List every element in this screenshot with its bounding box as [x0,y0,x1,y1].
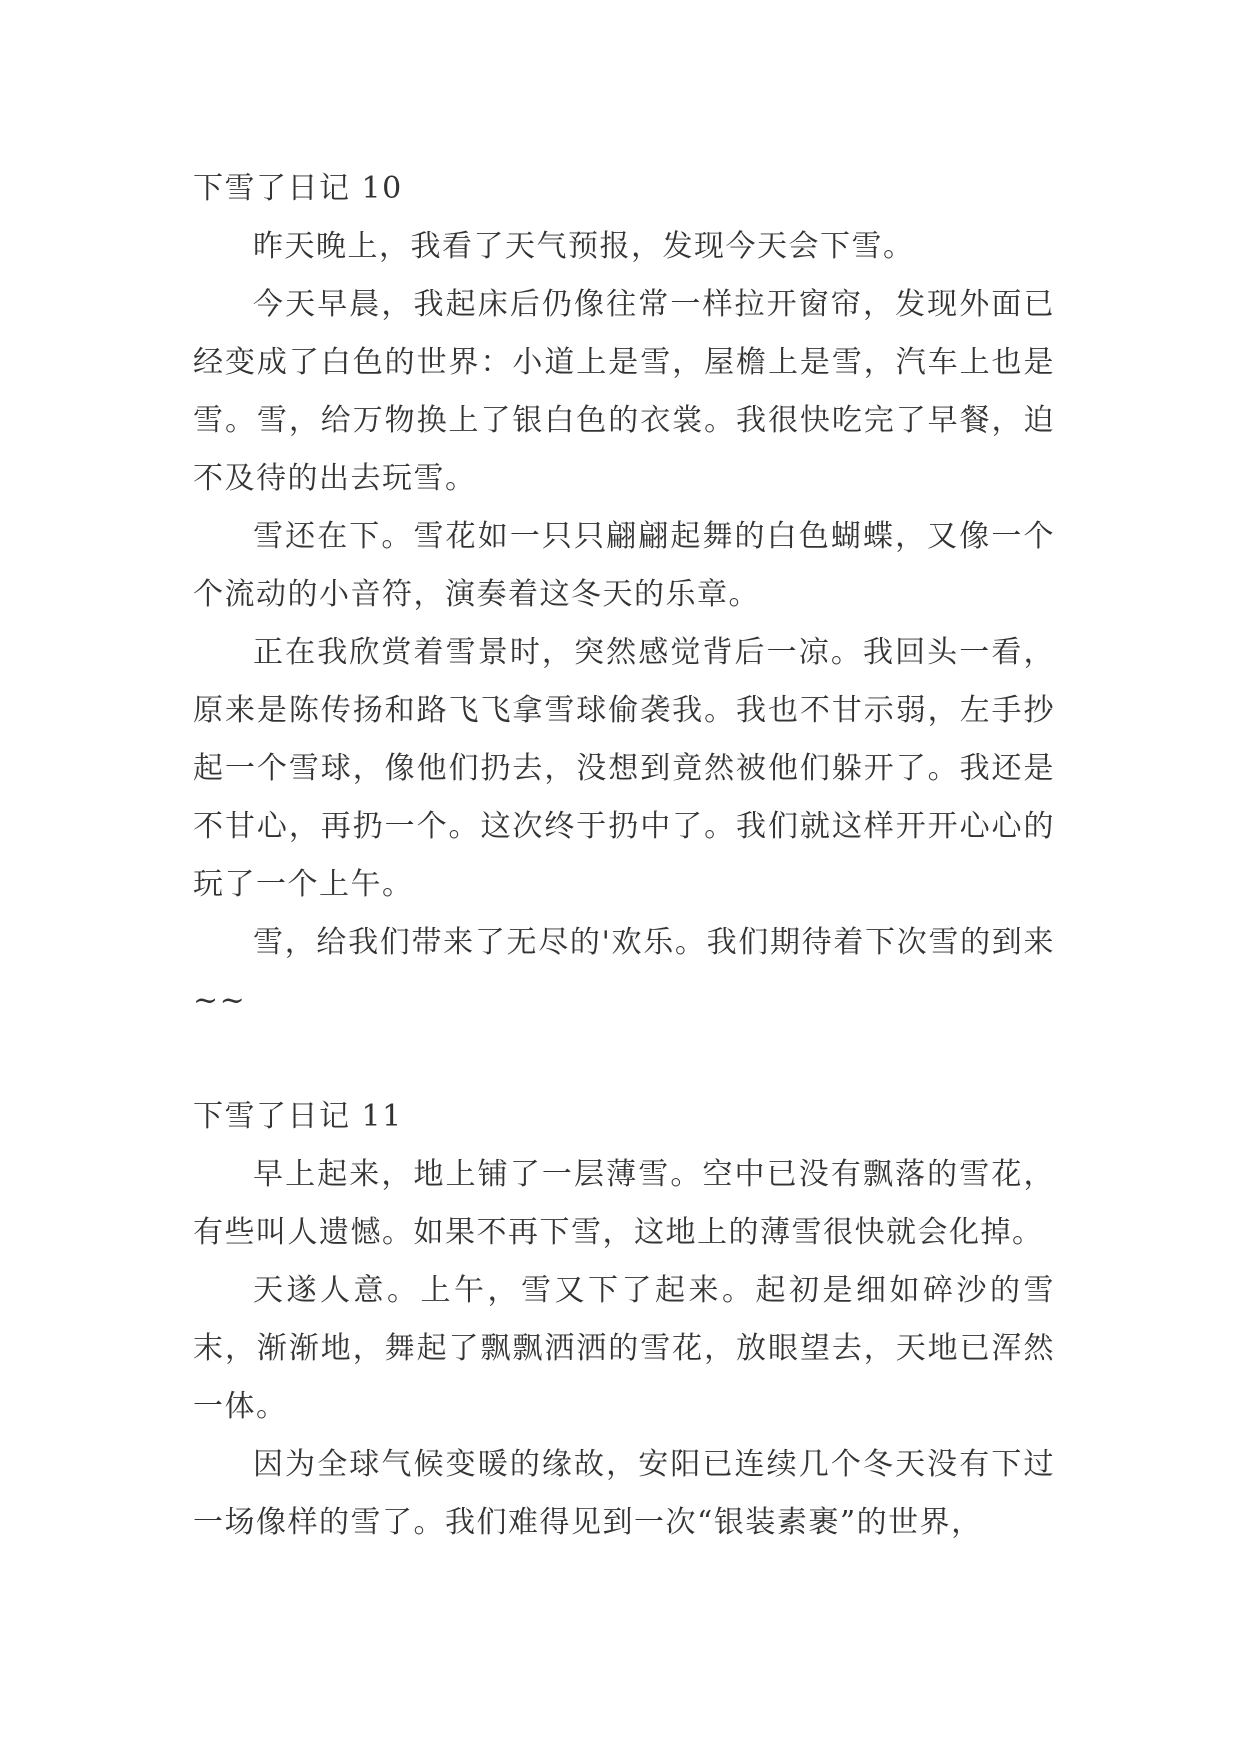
paragraph: 正在我欣赏着雪景时，突然感觉背后一凉。我回头一看，原来是陈传扬和路飞飞拿雪球偷袭我。我也不甘示弱，左手抄起一个雪球，像他们扔去，没想到竟然被他们躲开了。我还是不甘心，再扔一个。这次终于扔中了。我们就这样开开心心的玩了一个上午。 [193,635,1055,902]
diary-entry-11 [193,1088,1055,1552]
diary-title: 下雪了日记 11 [193,1099,403,1134]
paragraph: 昨天晚上，我看了天气预报，发现今天会下雪。 [253,229,915,264]
paragraph: 早上起来，地上铺了一层薄雪。空中已没有飘落的雪花，有些叫人遗憾。如果不再下雪，这地上的薄雪很快就会化掉。 [193,1157,1055,1250]
diary-entry-10 [193,160,1055,1030]
paragraph: 雪还在下。雪花如一只只翩翩起舞的白色蝴蝶，又像一个个流动的小音符，演奏着这冬天的乐章。 [193,519,1055,612]
paragraph: 雪，给我们带来了无尽的'欢乐。我们期待着下次雪的到来~~ [193,925,1055,1018]
paragraph: 今天早晨，我起床后仍像往常一样拉开窗帘，发现外面已经变成了白色的世界：小道上是雪，屋檐上是雪，汽车上也是雪。雪，给万物换上了银白色的衣裳。我很快吃完了早餐，迫不及待的出去玩雪。 [193,287,1055,496]
diary-title: 下雪了日记 10 [193,171,403,206]
paragraph: 天遂人意。上午，雪又下了起来。起初是细如碎沙的雪末，渐渐地，舞起了飘飘洒洒的雪花，放眼望去，天地已浑然一体。 [193,1273,1055,1424]
paragraph: 因为全球气候变暖的缘故，安阳已连续几个冬天没有下过一场像样的雪了。我们难得见到一次“银装素裹”的世界， [193,1447,1055,1540]
document-body [193,160,1055,1552]
